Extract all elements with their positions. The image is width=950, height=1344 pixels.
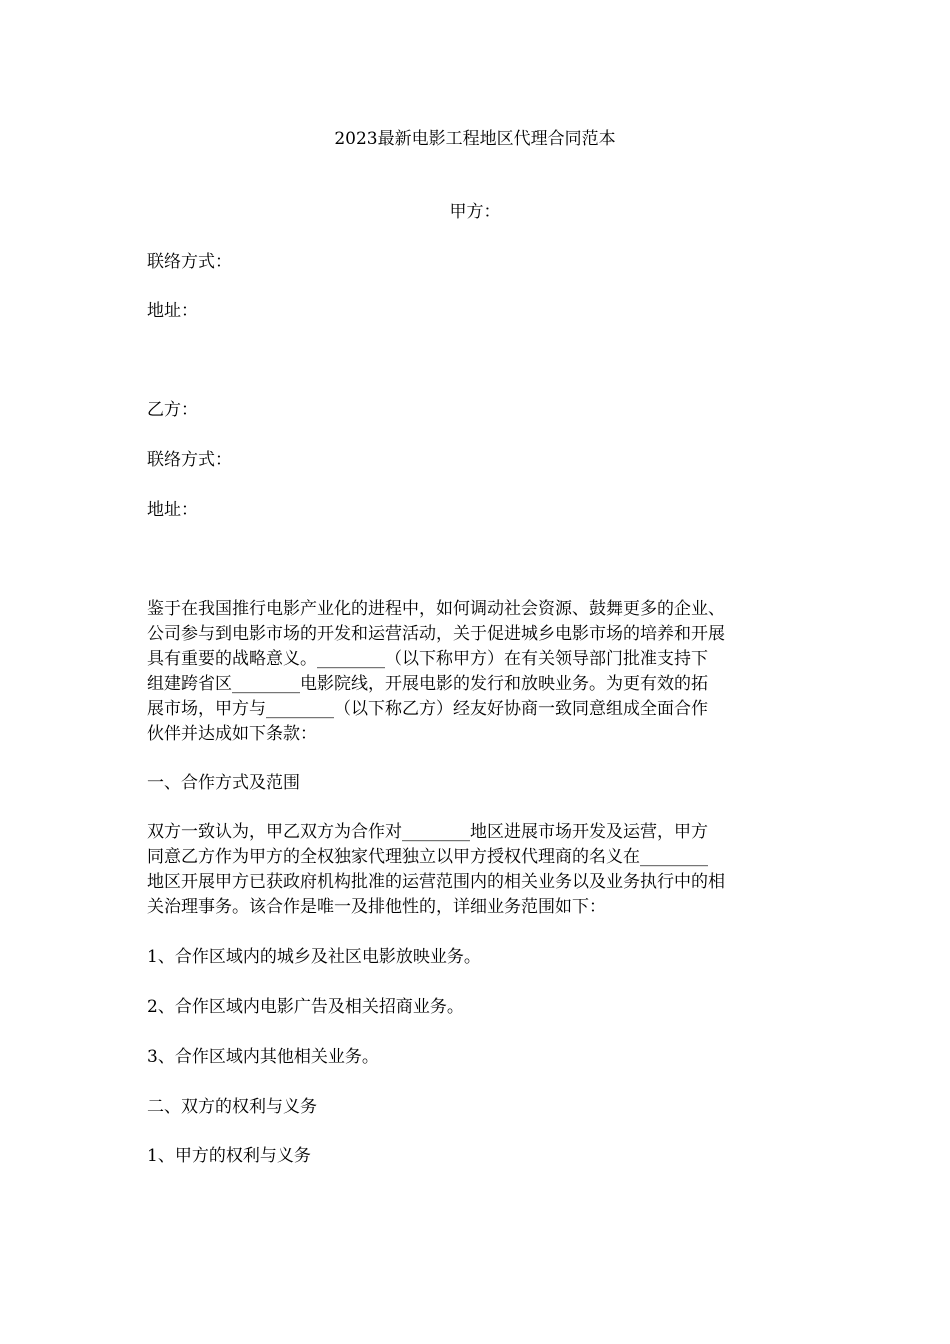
party-b-label: 乙方： [147,400,198,420]
scope-item-3: 3、合作区域内其他相关业务。 [147,1047,379,1067]
section2-heading: 二、双方的权利与义务 [147,1097,317,1117]
party-a-address: 地址： [147,301,198,321]
preamble-line: 具有重要的战略意义。________（以下称甲方）在有关领导部门批准支持下 [147,649,708,669]
preamble-line: 组建跨省区________电影院线，开展电影的发行和放映业务。为更有效的拓 [147,674,708,694]
party-b-address: 地址： [147,500,198,520]
party-b-contact: 联络方式： [147,450,232,470]
section1-line: 关治理事务。该合作是唯一及排他性的，详细业务范围如下： [147,897,606,917]
section1-heading: 一、合作方式及范围 [147,773,300,793]
scope-item-2: 2、合作区域内电影广告及相关招商业务。 [147,997,464,1017]
scope-item-1: 1、合作区域内的城乡及社区电影放映业务。 [147,947,481,967]
preamble-line: 伙伴并达成如下条款： [147,724,317,744]
section1-line: 同意乙方作为甲方的全权独家代理独立以甲方授权代理商的名义在________ [147,847,708,867]
section1-paragraph [147,820,807,920]
preamble-paragraph [147,597,807,747]
preamble-line: 公司参与到电影市场的开发和运营活动，关于促进城乡电影市场的培养和开展 [147,624,725,644]
section2-sub1: 1、甲方的权利与义务 [147,1146,311,1166]
section1-line: 地区开展甲方已获政府机构批准的运营范围内的相关业务以及业务执行中的相 [147,872,725,892]
party-a-label: 甲方： [449,202,501,222]
section1-line: 双方一致认为，甲乙双方为合作对________地区进展市场开发及运营，甲方 [147,822,708,842]
document-title: 2023最新电影工程地区代理合同范本 [334,129,616,149]
preamble-line: 鉴于在我国推行电影产业化的进程中，如何调动社会资源、鼓舞更多的企业、 [147,599,725,619]
preamble-line: 展市场，甲方与________（以下称乙方）经友好协商一致同意组成全面合作 [147,699,708,719]
party-a-contact: 联络方式： [147,252,232,272]
